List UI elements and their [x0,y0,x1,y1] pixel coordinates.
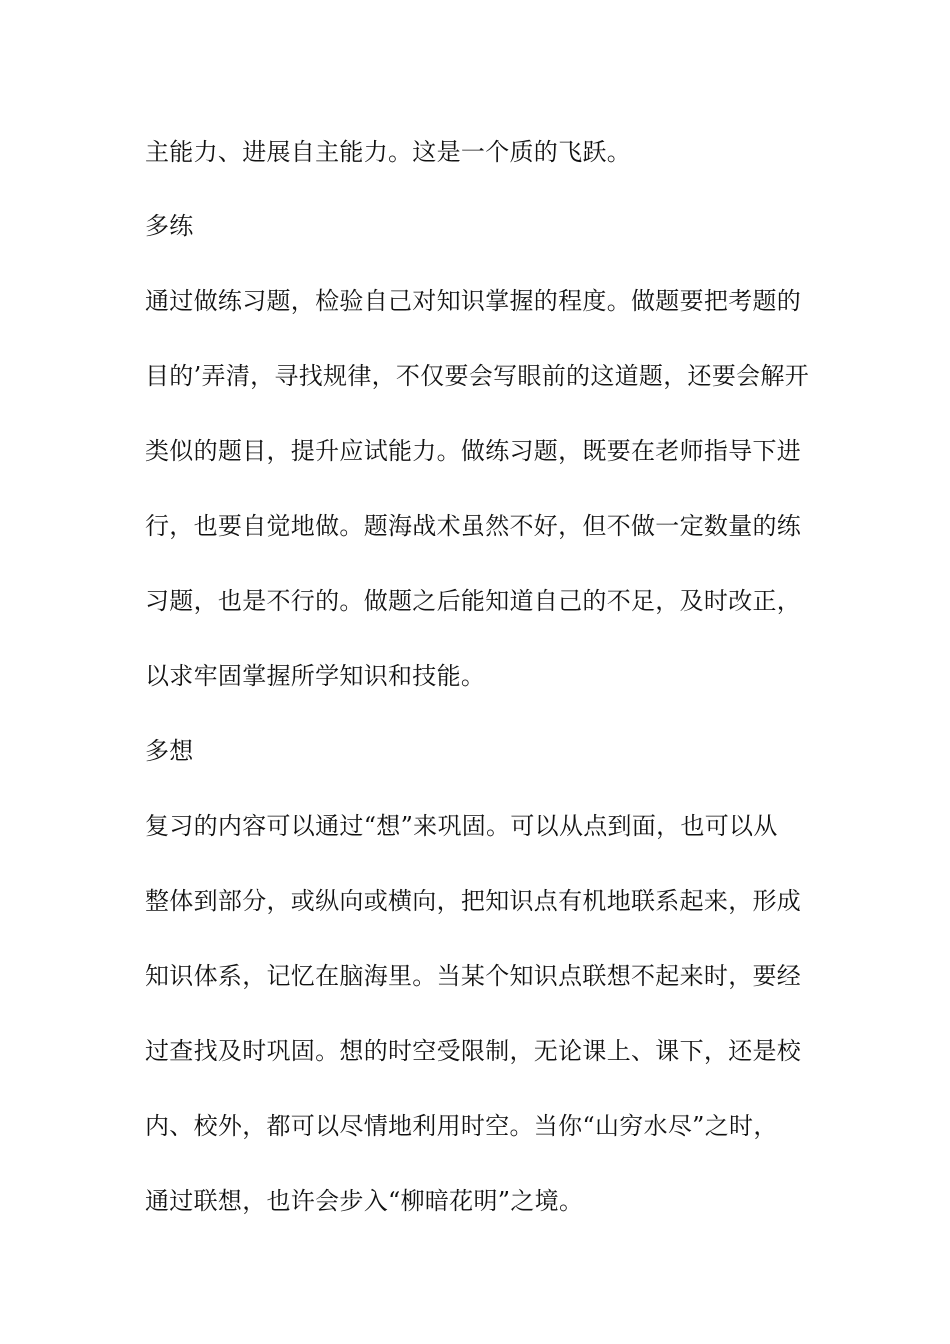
paragraph-line: 过查找及时巩固。想的时空受限制，无论课上、课下，还是校 [145,1037,802,1065]
paragraph-line: 以求牢固掌握所学知识和技能。 [145,662,486,690]
paragraph-line: 通过做练习题，检验自己对知识掌握的程度。做题要把考题的 [145,287,802,315]
paragraph-line: 内、校外，都可以尽情地利用时空。当你“山穷水尽”之时， [145,1112,778,1140]
paragraph-line: 知识体系，记忆在脑海里。当某个知识点联想不起来时，要经 [145,962,802,990]
paragraph-line: 通过联想，也许会步入“柳暗花明”之境。 [145,1187,584,1215]
paragraph-line: 行，也要自觉地做。题海战术虽然不好，但不做一定数量的练 [145,512,802,540]
paragraph-line: 整体到部分，或纵向或横向，把知识点有机地联系起来，形成 [145,887,802,915]
paragraph-line: 类似的题目，提升应试能力。做练习题，既要在老师指导下进 [145,437,802,465]
paragraph-line: 习题，也是不行的。做题之后能知道自己的不足，及时改正， [145,587,802,615]
paragraph-line: 主能力、进展自主能力。这是一个质的飞跃。 [145,138,631,166]
paragraph-line: 目的’弄清，寻找规律，不仅要会写眼前的这道题，还要会解开 [145,362,810,390]
section-heading-duolian: 多练 [145,212,194,240]
paragraph-line: 复习的内容可以通过“想”来巩固。可以从点到面，也可以从 [145,812,778,840]
section-heading-duoxiang: 多想 [145,737,194,765]
